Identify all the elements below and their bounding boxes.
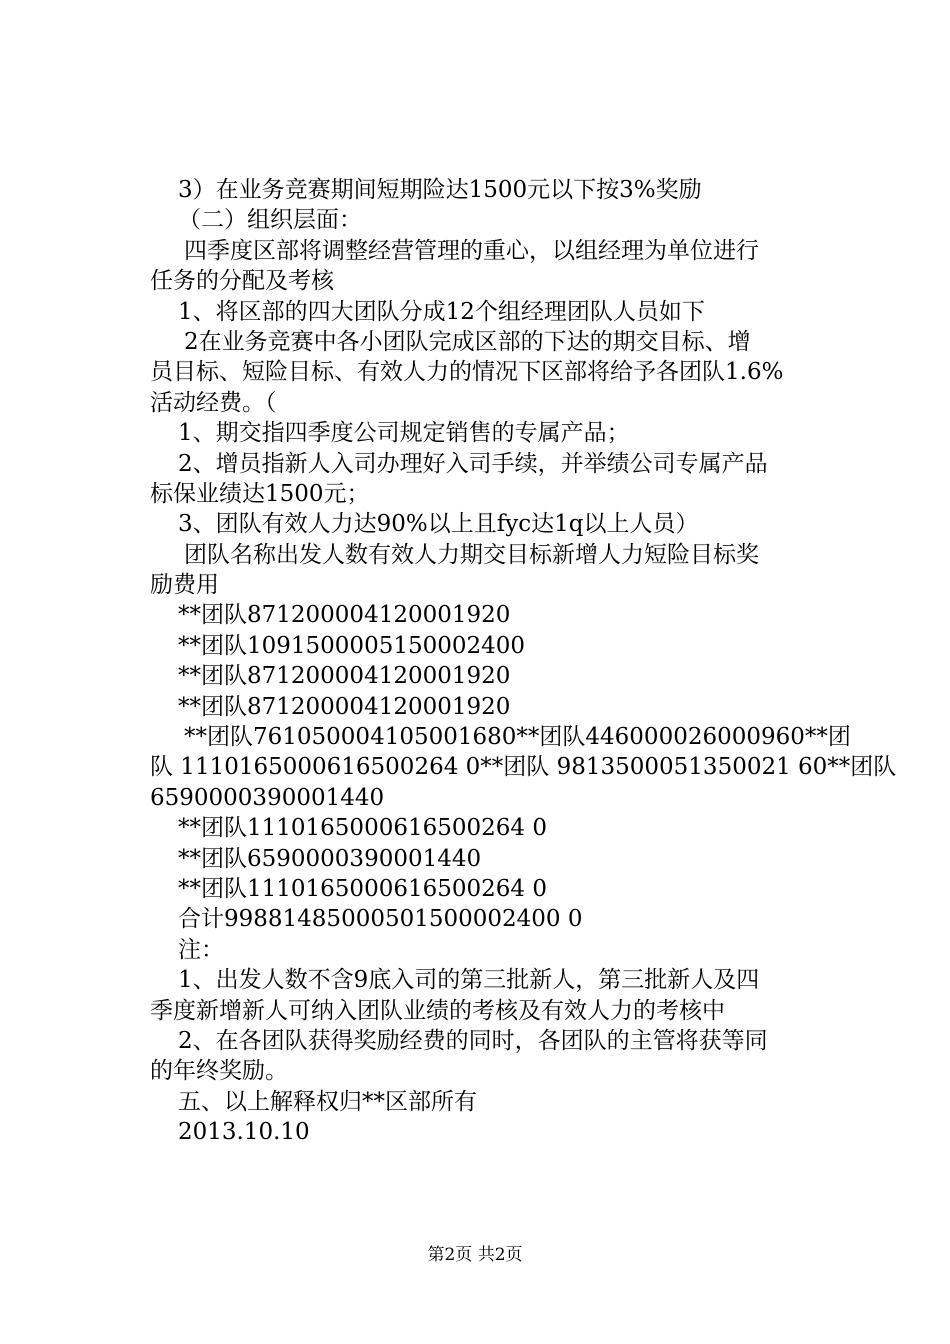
text-line: 活动经费。（ xyxy=(150,389,277,416)
text-line: 2在业务竞赛中各小团队完成区部的下达的期交目标、增 xyxy=(184,328,751,355)
text-line: **团队761050004105001680**团队446000026000960**团 xyxy=(184,724,851,751)
text-line: 1、将区部的四大团队分成12个组经理团队人员如下 xyxy=(178,298,705,325)
text-line: 季度新增新人可纳入团队业绩的考核及有效人力的考核中 xyxy=(150,997,725,1024)
text-line: 3、团队有效人力达90%以上且fyc达1q以上人员） xyxy=(178,511,699,538)
text-line: 励费用 xyxy=(150,572,219,599)
text-line: **团队1110165000616500264 0 xyxy=(178,875,547,902)
text-line: **团队1091500005150002400 xyxy=(178,632,526,659)
text-line: 队 1110165000616500264 0**团队 9813500051350021 60**团队 xyxy=(150,754,897,781)
text-line: 3）在业务竞赛期间短期险达1500元以下按3%奖励 xyxy=(178,177,702,203)
text-line: 任务的分配及考核 xyxy=(150,268,334,295)
text-line: 注： xyxy=(178,936,224,963)
text-line: 2、增员指新人入司办理好入司手续，并举绩公司专属产品 xyxy=(178,450,768,477)
text-line: **团队1110165000616500264 0 xyxy=(178,815,547,842)
text-line: 五、以上解释权归**区部所有 xyxy=(178,1088,477,1115)
text-line: （二）组织层面： xyxy=(178,207,362,234)
document-body xyxy=(150,175,897,1148)
text-line: 合计99881485000501500002400 0 xyxy=(178,906,583,933)
page-number: 第2页 共2页 xyxy=(427,1245,523,1265)
text-line: 1、期交指四季度公司规定销售的专属产品； xyxy=(178,420,630,447)
text-line: **团队871200004120001920 xyxy=(178,602,511,629)
text-line: 的年终奖励。 xyxy=(150,1058,288,1085)
text-line: **团队6590000390001440 xyxy=(178,845,482,872)
text-line: 标保业绩达1500元； xyxy=(150,480,370,507)
text-line: 1、出发人数不含9底入司的第三批新人，第三批新人及四 xyxy=(178,967,760,994)
text-line: 2013.10.10 xyxy=(178,1119,310,1146)
text-line: 团队名称出发人数有效人力期交目标新增人力短险目标奖 xyxy=(184,541,759,568)
text-line: **团队871200004120001920 xyxy=(178,693,511,720)
text-line: 6590000390001440 xyxy=(150,784,385,811)
text-line: 四季度区部将调整经营管理的重心，以组经理为单位进行 xyxy=(184,237,759,264)
text-line: 2、在各团队获得奖励经费的同时，各团队的主管将获等同 xyxy=(178,1027,768,1054)
text-line: **团队871200004120001920 xyxy=(178,663,511,690)
text-line: 员目标、短险目标、有效人力的情况下区部将给予各团队1.6% xyxy=(150,359,784,386)
